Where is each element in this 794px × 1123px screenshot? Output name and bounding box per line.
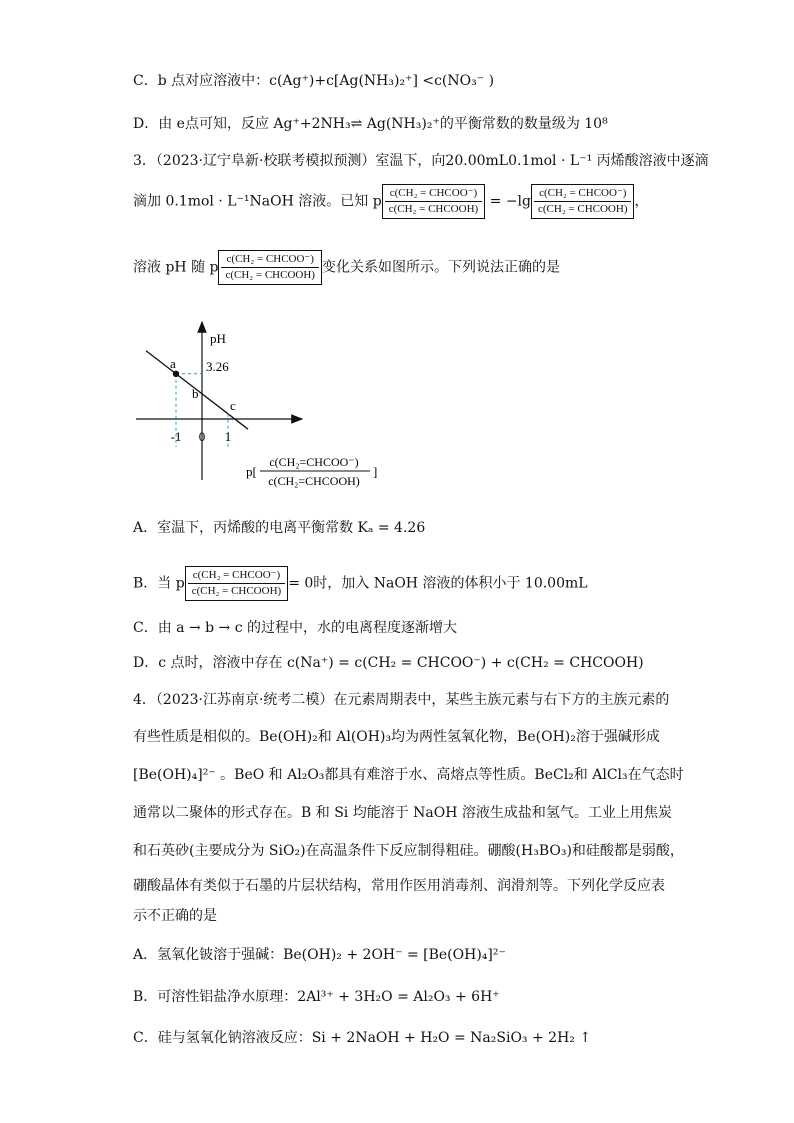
q3-option-a: A．室温下，丙烯酸的电离平衡常数 Kₐ = 4.26 (133, 520, 426, 536)
q2-option-d: D．由 e点可知，反应 Ag⁺+2NH₃⇌ Ag(NH₃)₂⁺的平衡常数的数量级为 10⁸ (133, 116, 608, 132)
q3-option-d: D．c 点时，溶液中存在 c(Na⁺) = c(CH₂ = CHCOO⁻) + c(CH₂ = CHCOOH) (133, 655, 644, 671)
q4-stem-line6: 硼酸晶体有类似于石墨的片层状结构，常用作医用消毒剂、润滑剂等。下列化学反应表 (133, 878, 665, 894)
q3-stem-text-b: = −lg (489, 193, 531, 210)
frac-num: c(CH₂ = CHCOO⁻) (221, 252, 318, 268)
q3-option-c: C．由 a → b → c 的过程中，水的电离程度逐渐增大 (133, 620, 458, 636)
q2-option-c: C．b 点对应溶液中：c(Ag⁺)+c[Ag(NH₃)₂⁺] <c(NO₃⁻ ) (133, 73, 495, 89)
q3-stem-text-a: 滴加 0.1mol · L⁻¹NaOH 溶液。已知 p (133, 193, 382, 210)
frac-den: c(CH₂ = CHCOOH) (191, 585, 282, 597)
q4-stem-line5: 和石英砂(主要成分为 SiO₂)在高温条件下反应制得粗硅。硼酸(H₃BO₃)和硅酸都是弱酸， (133, 843, 684, 859)
q3-stem-text-c: ， (634, 193, 649, 210)
point-label-c: c (230, 397, 236, 413)
frac-num: c(CH₂ = CHCOO⁻) (534, 186, 631, 202)
q3-option-b-text-b: = 0时，加入 NaOH 溶液的体积小于 10.00mL (288, 575, 588, 592)
ph-chart (0, 310, 794, 510)
q3-stem-line1: 3．（2023·辽宁阜新·校联考模拟预测）室温下，向20.00mL0.1mol · L⁻¹ 丙烯酸溶液中逐滴 (133, 153, 709, 169)
p-bracket-1 (382, 184, 485, 219)
q4-option-a: A．氢氧化铍溶于强碱：Be(OH)₂ + 2OH⁻ = [Be(OH)₄]²⁻ (133, 947, 506, 963)
point-label-a: a (170, 355, 176, 371)
point-label-b: b (192, 385, 199, 401)
lg-bracket (531, 184, 634, 219)
q3-option-b-text-a: B．当 p (133, 575, 185, 592)
q4-stem-line4: 通常以二聚体的形式存在。B 和 Si 均能溶于 NaOH 溶液生成盐和氢气。工业上用焦炭 (133, 805, 672, 821)
x-tick-minus1: -1 (170, 429, 182, 444)
q4-option-c: C．硅与氢氧化钠溶液反应：Si + 2NaOH + H₂O = Na₂SiO₃ + 2H₂ ↑ (133, 1030, 592, 1046)
q4-stem-line7: 示不正确的是 (133, 908, 217, 924)
q3-stem-text-d: 溶液 pH 随 p (133, 259, 219, 276)
frac-den: c(CH₂ = CHCOOH) (225, 269, 315, 281)
x-tick-0: 0 (198, 429, 206, 444)
x-label-suffix: ] (373, 464, 378, 479)
y-axis-label: pH (210, 331, 226, 346)
q3-stem-text-e: 变化关系如图所示。下列说法正确的是 (321, 259, 560, 276)
q3-stem-line2 (133, 184, 648, 219)
frac-num: c(CH₂ = CHCOO⁻) (188, 568, 285, 584)
q3-option-b (133, 566, 588, 601)
p-bracket-2 (218, 250, 321, 285)
q4-stem-line3: [Be(OH)₄]²⁻ 。BeO 和 Al₂O₃都具有难溶于水、高熔点等性质。BeCl₂和 AlCl₃在气态时 (133, 767, 684, 783)
x-label-prefix: p[ (246, 464, 257, 479)
x-label-num: c(CH₂=CHCOO⁻) (269, 455, 359, 469)
q4-option-b: B．可溶性铝盐净水原理：2Al³⁺ + 3H₂O = Al₂O₃ + 6H⁺ (133, 989, 500, 1005)
x-label-den: c(CH₂=CHCOOH) (268, 474, 360, 488)
annotation-3-26: 3.26 (206, 358, 229, 374)
frac-num: c(CH₂ = CHCOO⁻) (385, 186, 482, 202)
p-bracket-3 (185, 566, 288, 601)
q4-stem-line2: 有些性质是相似的。Be(OH)₂和 Al(OH)₃均为两性氢氧化物，Be(OH)₂溶于强碱形成 (133, 729, 660, 745)
point-a (173, 371, 179, 377)
q3-stem-line3 (133, 250, 560, 285)
frac-den: c(CH₂ = CHCOOH) (538, 203, 628, 215)
frac-den: c(CH₂ = CHCOOH) (388, 203, 479, 215)
q4-stem-line1: 4．（2023·江苏南京·统考二模）在元素周期表中，某些主族元素与右下方的主族元素的 (133, 692, 670, 708)
x-tick-1: 1 (224, 429, 232, 444)
